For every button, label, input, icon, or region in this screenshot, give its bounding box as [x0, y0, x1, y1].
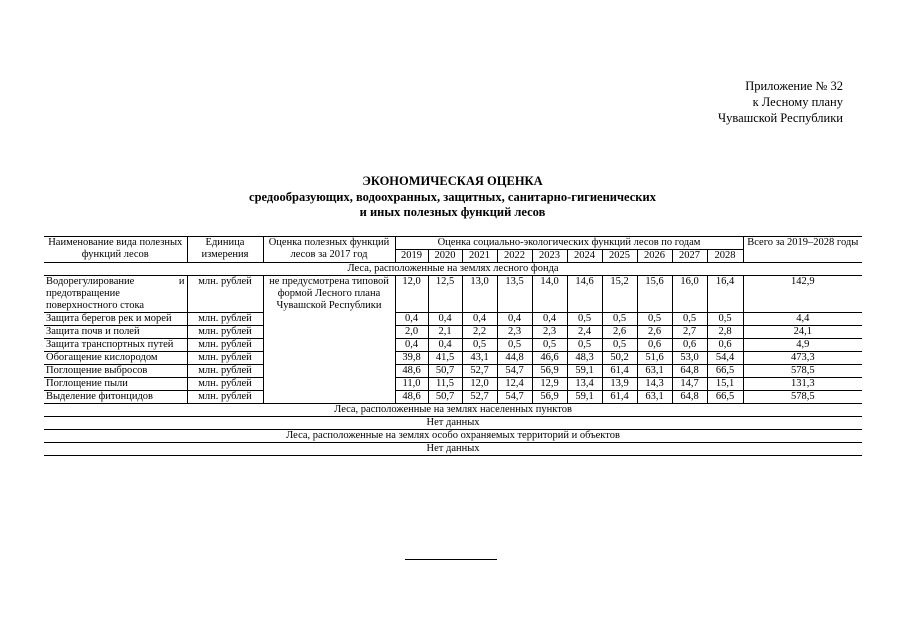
section-row: [44, 430, 862, 443]
row-value-2023: 46,6: [532, 352, 567, 365]
row-value-2028: 66,5: [707, 365, 743, 378]
row-value-2021: 43,1: [462, 352, 497, 365]
header-name: Наименование вида полезных функций лесов: [44, 237, 187, 263]
row-value-2024: 59,1: [567, 365, 602, 378]
row-value-2028: 15,1: [707, 378, 743, 391]
row-value-2024: 2,4: [567, 326, 602, 339]
section-row: [44, 263, 862, 276]
row-value-2024: 0,5: [567, 339, 602, 352]
row-value-2028: 66,5: [707, 391, 743, 404]
row-value-2020: 2,1: [428, 326, 462, 339]
table-row: [44, 391, 862, 404]
row-value-2028: 0,6: [707, 339, 743, 352]
row-value-2026: 0,6: [637, 339, 672, 352]
row-value-2027: 0,5: [672, 313, 707, 326]
row-value-2019: 0,4: [395, 339, 428, 352]
row-unit: млн. рублей: [187, 339, 263, 352]
row-value-2020: 12,5: [428, 276, 462, 313]
row-value-2024: 59,1: [567, 391, 602, 404]
row-value-2026: 51,6: [637, 352, 672, 365]
row-value-2019: 2,0: [395, 326, 428, 339]
row-value-2019: 0,4: [395, 313, 428, 326]
row-value-2025: 50,2: [602, 352, 637, 365]
row-value-2024: 14,6: [567, 276, 602, 313]
row-value-2024: 13,4: [567, 378, 602, 391]
row-total: 578,5: [743, 391, 862, 404]
row-value-2027: 53,0: [672, 352, 707, 365]
row-value-2025: 61,4: [602, 365, 637, 378]
header-row-1: [44, 237, 862, 250]
row-function-name: Обогащение кислородом: [44, 352, 187, 365]
row-unit: млн. рублей: [187, 378, 263, 391]
row-value-2027: 64,8: [672, 365, 707, 378]
no-data-text: Нет данных: [44, 443, 862, 456]
row-total: 142,9: [743, 276, 862, 313]
row-value-2027: 16,0: [672, 276, 707, 313]
row-value-2025: 0,5: [602, 313, 637, 326]
row-function-name: Водорегулирование и предотвращение поверхностного стока: [44, 276, 187, 313]
row-value-2026: 0,5: [637, 313, 672, 326]
row-value-2026: 2,6: [637, 326, 672, 339]
section-title: Леса, расположенные на землях лесного фонда: [44, 263, 862, 276]
row-value-2020: 0,4: [428, 313, 462, 326]
row-value-2023: 0,4: [532, 313, 567, 326]
row-value-2022: 44,8: [497, 352, 532, 365]
header-by-years: Оценка социально-экологических функций лесов по годам: [395, 237, 743, 250]
row-value-2022: 13,5: [497, 276, 532, 313]
row-value-2021: 0,5: [462, 339, 497, 352]
row-function-name: Поглощение пыли: [44, 378, 187, 391]
row-value-2021: 52,7: [462, 391, 497, 404]
row-total: 578,5: [743, 365, 862, 378]
appendix-reference: [718, 78, 843, 126]
row-value-2028: 54,4: [707, 352, 743, 365]
row-function-name: Защита почв и полей: [44, 326, 187, 339]
row-value-2022: 54,7: [497, 365, 532, 378]
no-data-text: Нет данных: [44, 417, 862, 430]
row-function-name: Защита транспортных путей: [44, 339, 187, 352]
header-year-2023: 2023: [532, 250, 567, 263]
row-value-2025: 61,4: [602, 391, 637, 404]
title-line-2: средообразующих, водоохранных, защитных, санитарно-гигиенических: [249, 189, 656, 204]
table-row: [44, 326, 862, 339]
row-value-2022: 54,7: [497, 391, 532, 404]
section-title: Леса, расположенные на землях населенных пунктов: [44, 404, 862, 417]
row-value-2024: 48,3: [567, 352, 602, 365]
table-row: [44, 313, 862, 326]
row-value-2023: 2,3: [532, 326, 567, 339]
row-value-2023: 12,9: [532, 378, 567, 391]
row-value-2023: 56,9: [532, 391, 567, 404]
row-value-2028: 0,5: [707, 313, 743, 326]
row-unit: млн. рублей: [187, 352, 263, 365]
row-value-2019: 12,0: [395, 276, 428, 313]
row-value-2027: 2,7: [672, 326, 707, 339]
table-row: [44, 352, 862, 365]
row-value-2025: 2,6: [602, 326, 637, 339]
appendix-region: Чувашской Республики: [717, 111, 843, 125]
header-estimate-2017: Оценка полезных функций лесов за 2017 год: [263, 237, 395, 263]
row-value-2028: 2,8: [707, 326, 743, 339]
header-year-2021: 2021: [462, 250, 497, 263]
row-value-2020: 11,5: [428, 378, 462, 391]
header-year-2022: 2022: [497, 250, 532, 263]
document-title: [0, 174, 905, 221]
table-row: [44, 339, 862, 352]
row-function-name: Поглощение выбросов: [44, 365, 187, 378]
row-total: 24,1: [743, 326, 862, 339]
row-value-2025: 15,2: [602, 276, 637, 313]
no-data-row: [44, 417, 862, 430]
header-year-2026: 2026: [637, 250, 672, 263]
row-value-2024: 0,5: [567, 313, 602, 326]
appendix-document: к Лесному плану: [752, 95, 843, 109]
row-value-2023: 0,5: [532, 339, 567, 352]
row-value-2023: 56,9: [532, 365, 567, 378]
row-unit: млн. рублей: [187, 365, 263, 378]
appendix-number: Приложение № 32: [745, 79, 843, 93]
header-year-2024: 2024: [567, 250, 602, 263]
row-value-2021: 12,0: [462, 378, 497, 391]
row-value-2020: 41,5: [428, 352, 462, 365]
row-value-2027: 64,8: [672, 391, 707, 404]
row-value-2022: 0,4: [497, 313, 532, 326]
row-value-2021: 0,4: [462, 313, 497, 326]
no-data-row: [44, 443, 862, 456]
header-total: Всего за 2019–2028 годы: [743, 237, 862, 263]
row-total: 4,4: [743, 313, 862, 326]
row-value-2020: 50,7: [428, 365, 462, 378]
row-value-2023: 14,0: [532, 276, 567, 313]
row-value-2026: 63,1: [637, 365, 672, 378]
row-total: 4,9: [743, 339, 862, 352]
estimate-2017-cell: не предусмотрена типовой формой Лесного плана Чувашской Республики: [263, 276, 395, 404]
row-value-2025: 13,9: [602, 378, 637, 391]
table-row: [44, 378, 862, 391]
table-row: [44, 365, 862, 378]
title-line-3: и иных полезных функций лесов: [359, 205, 546, 219]
row-total: 473,3: [743, 352, 862, 365]
row-value-2019: 48,6: [395, 391, 428, 404]
row-function-name: Выделение фитонцидов: [44, 391, 187, 404]
row-function-name: Защита берегов рек и морей: [44, 313, 187, 326]
row-value-2020: 0,4: [428, 339, 462, 352]
footnote-divider: [405, 559, 497, 560]
header-unit: Единица измерения: [187, 237, 263, 263]
row-unit: млн. рублей: [187, 326, 263, 339]
row-value-2025: 0,5: [602, 339, 637, 352]
row-value-2021: 52,7: [462, 365, 497, 378]
header-year-2025: 2025: [602, 250, 637, 263]
row-value-2027: 0,6: [672, 339, 707, 352]
row-value-2022: 0,5: [497, 339, 532, 352]
row-value-2026: 14,3: [637, 378, 672, 391]
section-title: Леса, расположенные на землях особо охраняемых территорий и объектов: [44, 430, 862, 443]
section-row: [44, 404, 862, 417]
row-value-2021: 2,2: [462, 326, 497, 339]
title-line-1: ЭКОНОМИЧЕСКАЯ ОЦЕНКА: [362, 174, 543, 188]
row-value-2020: 50,7: [428, 391, 462, 404]
header-year-2027: 2027: [672, 250, 707, 263]
row-value-2026: 63,1: [637, 391, 672, 404]
header-year-2028: 2028: [707, 250, 743, 263]
row-value-2022: 12,4: [497, 378, 532, 391]
row-unit: млн. рублей: [187, 276, 263, 313]
header-year-2020: 2020: [428, 250, 462, 263]
row-value-2021: 13,0: [462, 276, 497, 313]
row-value-2019: 11,0: [395, 378, 428, 391]
header-year-2019: 2019: [395, 250, 428, 263]
row-value-2026: 15,6: [637, 276, 672, 313]
table-row: [44, 276, 862, 313]
row-unit: млн. рублей: [187, 313, 263, 326]
row-value-2028: 16,4: [707, 276, 743, 313]
row-value-2027: 14,7: [672, 378, 707, 391]
row-value-2019: 48,6: [395, 365, 428, 378]
row-value-2019: 39,8: [395, 352, 428, 365]
row-unit: млн. рублей: [187, 391, 263, 404]
row-value-2022: 2,3: [497, 326, 532, 339]
forest-functions-table: [44, 236, 862, 456]
row-total: 131,3: [743, 378, 862, 391]
